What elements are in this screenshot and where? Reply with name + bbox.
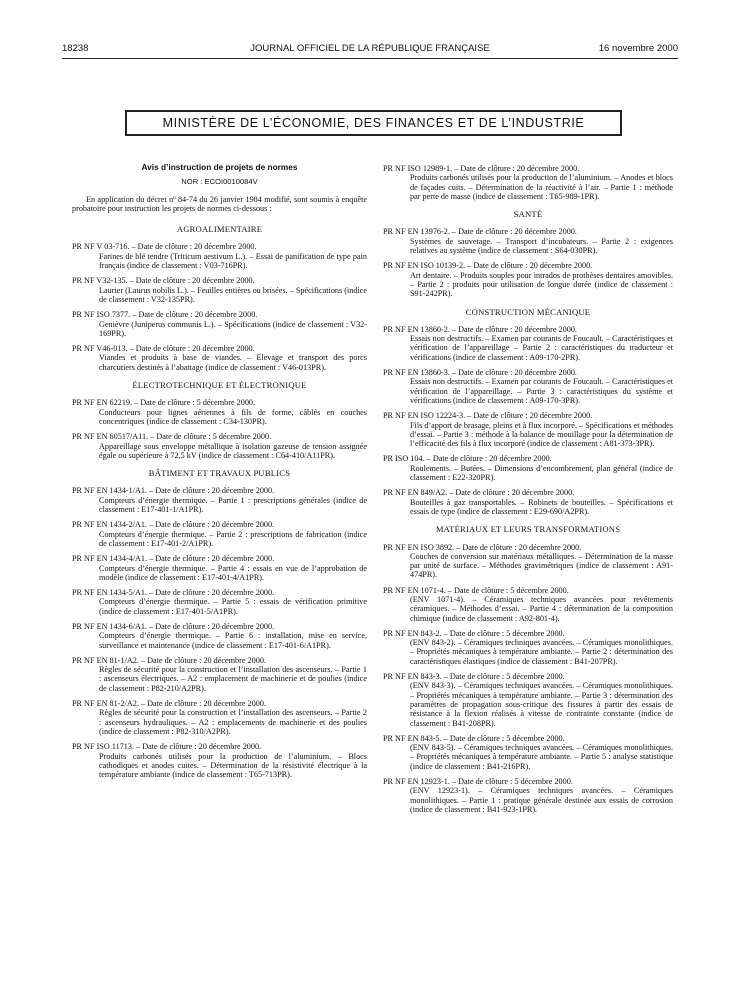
standard-header-line <box>72 242 367 251</box>
closing-date: – Date de clôture : 5 décembre 2000. <box>449 777 573 787</box>
standard-reference: PR NF EN 843-5. <box>383 733 442 743</box>
journal-title: JOURNAL OFFICIEL DE LA RÉPUBLIQUE FRANÇAISE <box>250 43 490 54</box>
standard-header-line <box>383 629 673 638</box>
standard-reference: PR NF EN 843-3. <box>383 672 442 682</box>
standard-reference: PR NF EN 13860-3. <box>383 368 450 378</box>
closing-date: – Date de clôture : 20 décembre 2000. <box>147 554 275 564</box>
standard-entry <box>383 488 673 516</box>
standard-description: Compteurs d’énergie thermique. – Partie 6 : installation, mise en service, surveillance et maintenance (indice de classement : E17-401-6/A1PR). <box>99 631 367 650</box>
standard-reference: PR NF EN 843-2. <box>383 628 442 638</box>
standard-reference: PR NF EN 1434-6/A1. <box>72 621 148 631</box>
section-heading-materiaux-et-leurs-transformations: MATÉRIAUX ET LEURS TRANSFORMATIONS <box>435 524 621 535</box>
standard-header-line <box>72 699 367 708</box>
closing-date: – Date de clôture : 5 décembre 2000. <box>441 628 565 638</box>
standard-entry <box>72 486 367 514</box>
standard-entry <box>72 276 367 304</box>
standard-description: Bouteilles à gaz transportables. – Robinets de bouteilles. – Spécifications et essais de type (indice de classement : E29-690/A2PR). <box>410 497 673 516</box>
standard-description: Compteurs d’énergie thermique. – Partie 1 : prescriptions générales (indice de classement : E17-401-1/A1PR). <box>99 495 367 515</box>
closing-date: – Date de clôture : 20 décembre 2000. <box>449 227 577 237</box>
closing-date: – Date de clôture : 5 décembre 2000. <box>441 733 565 743</box>
closing-date: – Date de clôture : 20 décembre 2000. <box>424 454 552 464</box>
standard-header-line <box>72 344 367 353</box>
standard-reference: PR NF V46-013. <box>72 344 128 354</box>
closing-date: – Date de clôture : 20 décembre 2000. <box>452 164 580 173</box>
standard-reference: PR NF V 03-716. <box>72 242 130 252</box>
standard-header-line <box>72 486 367 495</box>
standard-entry <box>72 588 367 616</box>
section-heading-electrotechnique-et-electronique: ÉLECTROTECHNIQUE ET ÉLECTRONIQUE <box>132 380 307 391</box>
standard-header-line <box>72 588 367 597</box>
standard-entry <box>383 325 673 362</box>
standard-reference: PR NF EN ISO 3892. <box>383 542 455 552</box>
standard-description: Essais non destructifs. – Examen par courants de Foucault. – Caractéristiques et vérification de l’appareillage – Partie 2 : caractéristiques du traducteur et vérifications (indice de classement : A09-170-2PR). <box>410 334 673 362</box>
standard-header-line <box>383 734 673 743</box>
closing-date: – Date de clôture : 20 décembre 2000. <box>147 520 275 530</box>
standard-reference: PR NF EN 1434-2/A1. <box>72 520 148 530</box>
standard-reference: PR NF EN 60517/A11. <box>72 432 149 442</box>
notice-title: Avis d’instruction de projets de normes <box>141 162 298 172</box>
standard-entry <box>72 656 367 693</box>
standard-description: Couches de conversion sur matériaux métalliques. – Détermination de la masse par unité de surface. – Méthodes gravimétriques (indice de classement : A91-474PR). <box>410 551 673 580</box>
standard-header-line <box>383 586 673 595</box>
standard-entry <box>383 411 673 448</box>
standard-description: Appareillage sous enveloppe métallique à isolation gazeuse de tension assignée égale ou supérieure à 72,5 kV (indice de classement : C64-410/A11PR). <box>99 441 367 460</box>
standard-entry <box>72 554 367 582</box>
standard-description: Farines de blé tendre (Triticum aestivum L.). – Essai de panification de type pain français (indice de classement : V03-716PR). <box>99 251 367 271</box>
right-column <box>383 164 673 820</box>
standard-reference: PR NF V32-135. <box>72 276 128 286</box>
standard-description: Compteurs d’énergie thermique. – Partie 2 : prescriptions de fabrication (indice de classement : E17-401-2/A1PR). <box>99 529 367 548</box>
standard-reference: PR NF EN 849/A2. <box>383 488 448 498</box>
closing-date: – Date de clôture : 20 décembre 2000. <box>465 411 593 421</box>
closing-date: – Date de clôture : 20 décembre 2000. <box>447 488 575 498</box>
standard-entry <box>383 543 673 580</box>
standard-description: Produits carbonés utilisés pour la production de l’aluminium. – Anodes et blocs de façades cuits. – Détermination de la réactivité à l’air. – Partie 1 : méthode par perte de masse (indice de classement : T65-989-1PR). <box>410 173 673 201</box>
standard-header-line <box>72 742 367 751</box>
standard-header-line <box>383 164 673 173</box>
standard-reference: PR NF ISO 12989-1. <box>383 164 453 173</box>
standard-entry <box>72 622 367 650</box>
standard-reference: PR NF EN 1434-5/A1. <box>72 588 148 598</box>
standard-reference: PR NF EN 1434-4/A1. <box>72 554 148 564</box>
standard-reference: PR NF EN 13976-2. <box>383 227 450 237</box>
closing-date: – Date de clôture : 20 décembre 2000. <box>127 276 255 286</box>
standard-entry <box>72 310 367 338</box>
standard-reference: PR NF EN 62219. <box>72 398 133 408</box>
closing-date: – Date de clôture : 20 décembre 2000. <box>138 655 266 665</box>
standard-entry <box>383 586 673 623</box>
standard-entry <box>72 699 367 736</box>
standard-description: (ENV 1071-4). – Céramiques techniques avancées pour revêtements céramiques. – Méthodes d’essai. – Partie 4 : détermination de la composition chimique (indice de classement : A92-801-4). <box>410 594 673 623</box>
standard-header-line <box>383 672 673 681</box>
left-column <box>72 163 367 785</box>
standard-reference: PR ISO 104. <box>383 454 425 464</box>
section-heading-sante: SANTÉ <box>513 209 543 220</box>
standard-reference: PR NF EN 81-2/A2. <box>72 699 139 709</box>
standard-entry <box>72 242 367 270</box>
standard-header-line <box>72 520 367 529</box>
standard-header-line <box>72 622 367 631</box>
standard-header-line <box>383 777 673 786</box>
nor-reference: NOR : ECOI0010084V <box>181 177 258 187</box>
section-heading-batiment-et-travaux-publics: BÂTIMENT ET TRAVAUX PUBLICS <box>148 468 291 479</box>
standard-reference: PR NF EN 81-1/A2. <box>72 655 139 665</box>
section-heading-agroalimentaire: AGROALIMENTAIRE <box>176 224 263 235</box>
standard-header-line <box>72 554 367 563</box>
page-header <box>62 43 678 57</box>
standard-description: Art dentaire. – Produits souples pour intrados de prothèses dentaires amovibles. – Partie 2 : produits pour utilisation de longue durée (indice de classement : S91-242PR). <box>410 270 673 299</box>
standard-description: Compteurs d’énergie thermique. – Partie 4 : essais en vue de l’approbation de modèle (indice de classement : E17-401-4/A1PR). <box>99 563 367 582</box>
standard-entry <box>383 777 673 814</box>
closing-date: – Date de clôture : 20 décembre 2000. <box>130 310 258 320</box>
closing-date: – Date de clôture : 5 décembre 2000. <box>148 432 272 442</box>
closing-date: – Date de clôture : 20 décembre 2000. <box>147 588 275 598</box>
standard-entry <box>383 454 673 482</box>
standard-header-line <box>383 325 673 334</box>
standard-reference: PR NF EN 1434-1/A1. <box>72 486 148 496</box>
standard-description: Viandes et produits à base de viandes. – Elevage et transport des porcs charcutiers destinés à l’abattage (indice de classement : V46-013PR). <box>99 353 367 372</box>
standard-description: Genièvre (Juniperus communis L.). – Spécifications (indice de classement : V32-169PR). <box>99 319 367 338</box>
standard-header-line <box>72 310 367 319</box>
standard-reference: PR NF EN 12923-1. <box>383 777 450 787</box>
closing-date: – Date de clôture : 20 décembre 2000. <box>138 699 266 709</box>
closing-date: – Date de clôture : 20 décembre 2000. <box>147 621 275 631</box>
closing-date: – Date de clôture : 20 décembre 2000. <box>454 542 582 552</box>
closing-date: – Date de clôture : 20 décembre 2000. <box>129 242 257 252</box>
standard-reference: PR NF EN 13860-2. <box>383 324 450 334</box>
standard-description: (ENV 843-2). – Céramiques techniques avancées. – Céramiques monolithiques. – Propriétés mécaniques à température ambiante. – Partie 2 : détermination des caractéristiques élastiques (indice de classement : B41-207PR). <box>410 638 673 666</box>
intro-paragraph: En application du décret nº 84-74 du 26 janvier 1984 modifié, sont soumis à enquête probatoire pour instruction les projets de normes ci-dessous : <box>72 194 367 213</box>
standard-header-line <box>383 454 673 463</box>
standard-entry <box>72 742 367 779</box>
page-number: 18238 <box>62 43 89 54</box>
standard-description: Règles de sécurité pour la construction et l’installation des ascenseurs. – Partie 1 : ascenseurs électriques. – A2 : emplacement de machinerie et de poulies (indice de classement : P82-210/A2PR). <box>99 665 367 693</box>
standard-header-line <box>383 543 673 552</box>
standard-header-line <box>383 488 673 497</box>
closing-date: – Date de clôture : 5 décembre 2000. <box>132 398 256 408</box>
standard-entry <box>383 734 673 771</box>
section-heading-construction-mecanique: CONSTRUCTION MÉCANIQUE <box>465 306 591 317</box>
standard-description: (ENV 843-3). – Céramiques techniques avancées. – Céramiques monolithiques. – Propriétés mécaniques à température ambiante. – Partie 3 : détermination des paramètres de propagation sous-critique des fissures à partir des essais de résistance à la flexion réalisés à vitesse de contrainte constante (indice de classement : B41-208PR). <box>410 681 673 728</box>
standard-description: Produits carbonés utilisés pour la production de l’aluminium. – Blocs cathodiques et anodes cuites. – Détermination de la résistivité électrique à la température ambiante (indice de classement : T65-713PR). <box>99 751 367 780</box>
closing-date: – Date de clôture : 20 décembre 2000. <box>465 261 593 271</box>
standard-description: Conducteurs pour lignes aériennes à fils de forme, câblés en couches concentriques (indice de classement : C34-130PR). <box>99 407 367 426</box>
standard-description: (ENV 843-5). – Céramiques techniques avancées. – Céramiques monolithiques. – Propriétés mécaniques à température ambiante. – Partie 5 : analyse statistique (indice de classement : B41-216PR). <box>410 743 673 771</box>
standard-entry <box>383 164 673 201</box>
closing-date: – Date de clôture : 5 décembre 2000. <box>445 585 569 595</box>
closing-date: – Date de clôture : 20 décembre 2000. <box>127 344 255 354</box>
closing-date: – Date de clôture : 20 décembre 2000. <box>449 324 577 334</box>
issue-date: 16 novembre 2000 <box>598 43 678 54</box>
left-sections <box>72 225 367 779</box>
standard-reference: PR NF EN ISO 12224-3. <box>383 411 466 421</box>
standard-reference: PR NF ISO 11713. <box>72 742 135 752</box>
standard-entry <box>383 227 673 255</box>
standard-entry <box>72 344 367 372</box>
closing-date: – Date de clôture : 20 décembre 2000. <box>449 368 577 378</box>
closing-date: – Date de clôture : 5 décembre 2000. <box>441 672 565 682</box>
standard-description: Compteurs d’énergie thermique. – Partie 5 : essais de vérification primitive (indice de classement : E17-401-5/A1PR). <box>99 597 367 616</box>
standard-header-line <box>383 368 673 377</box>
standard-entry <box>383 672 673 728</box>
standard-description: Laurier (Laurus nobilis L.). – Feuilles entières ou brisées. – Spécifications (indice de classement : V32-135PR). <box>99 285 367 304</box>
standard-header-line <box>72 398 367 407</box>
ministry-title: MINISTÈRE DE L’ÉCONOMIE, DES FINANCES ET DE L’INDUSTRIE <box>162 116 585 130</box>
standard-header-line <box>383 261 673 270</box>
standard-description: Essais non destructifs. – Examen par courants de Foucault. – Caractéristiques et vérification de l’appareillage. – Partie 3 : caractéristiques du système et vérifications (indice de classement : A09-170-3PR). <box>410 377 673 405</box>
standard-description: Règles de sécurité pour la construction et l’installation des ascenseurs. – Partie 2 : ascenseurs hydrauliques. – A2 : emplacements de machinerie et des poulies (indice de classement : P82-310/A2PR). <box>99 708 367 736</box>
standard-reference: PR NF EN ISO 10139-2. <box>383 261 466 271</box>
standard-description: Systèmes de sauvetage. – Transport d’incubateurs. – Partie 2 : exigences relatives au système (indice de classement : S64-030PR). <box>410 236 673 256</box>
standard-header-line <box>383 227 673 236</box>
standard-entry <box>383 261 673 298</box>
standard-entry <box>383 368 673 405</box>
standard-header-line <box>383 411 673 420</box>
standard-entry <box>383 629 673 666</box>
standard-entry <box>72 432 367 460</box>
standard-reference: PR NF ISO 7377. <box>72 310 131 320</box>
standard-description: (ENV 12923-1). – Céramiques techniques avancées. – Céramiques monolithiques. – Partie 1 : pratique générale destinée aux essais de corrosion (indice de classement : B41-923-1PR). <box>410 786 673 814</box>
standard-header-line <box>72 432 367 441</box>
header-divider <box>62 58 678 59</box>
standard-description: Fils d’apport de brasage, pleins et à flux incorporé. – Spécifications et méthodes d’essai. – Partie 3 : méthode à la balance de mouillage pour la détermination de l’efficacité des fils à flux incorporé (indice de classement : A81-373-3PR). <box>410 420 673 449</box>
standard-header-line <box>72 276 367 285</box>
standard-header-line <box>72 656 367 665</box>
standard-reference: PR NF EN 1071-4. <box>383 585 446 595</box>
standard-entry <box>72 398 367 426</box>
standard-entry <box>72 520 367 548</box>
standard-description: Roulements. – Butées. – Dimensions d’encombrement, plan général (indice de classement : E22-320PR). <box>410 463 673 483</box>
closing-date: – Date de clôture : 20 décembre 2000. <box>147 486 275 496</box>
closing-date: – Date de clôture : 20 décembre 2000. <box>134 742 262 752</box>
ministry-banner <box>125 110 622 136</box>
right-sections <box>383 164 673 814</box>
